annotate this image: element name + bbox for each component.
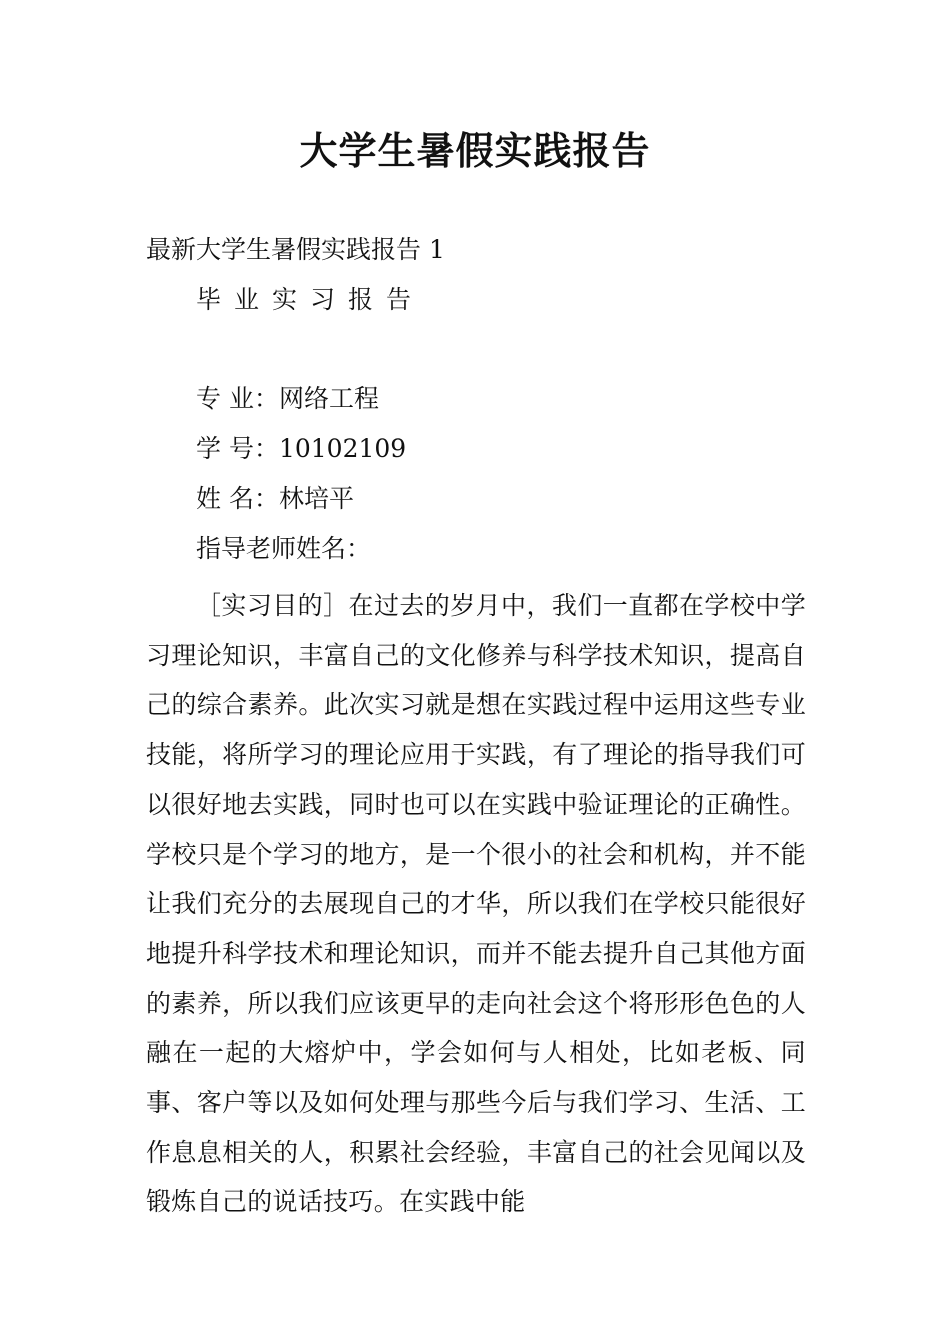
document-title: 大学生暑假实践报告 xyxy=(299,129,651,173)
field-major: 专 业：网络工程 xyxy=(196,384,379,413)
field-advisor: 指导老师姓名： xyxy=(196,534,372,563)
field-student-id: 学 号：10102109 xyxy=(196,434,407,463)
body-paragraph: ［实习目的］在过去的岁月中，我们一直都在学校中学习理论知识，丰富自己的文化修养与科学技术知识，提高自己的综合素养。此次实习就是想在实践过程中运用这些专业技能，将所学习的理论应用于实践，有了理论的指导我们可以很好地去实践，同时也可以在实践中验证理论的正确性。学校只是个学习的地方，是一个很小的社会和机构，并不能让我们充分的去展现自己的才华，所以我们在学校只能很好地提升科学技术和理论知识，而并不能去提升自己其他方面的素养，所以我们应该更早的走向社会这个将形形色色的人融在一起的大熔炉中，学会如何与人相处，比如老板、同事、客户等以及如何处理与那些今后与我们学习、生活、工作息息相关的人，积累社会经验，丰富自己的社会见闻以及锻炼自己的说话技巧。在实践中能 xyxy=(146,591,806,1217)
field-name: 姓 名：林培平 xyxy=(196,484,354,513)
report-subtitle: 最新大学生暑假实践报告 1 xyxy=(146,235,445,264)
report-heading: 毕业实习报告 xyxy=(196,285,425,314)
